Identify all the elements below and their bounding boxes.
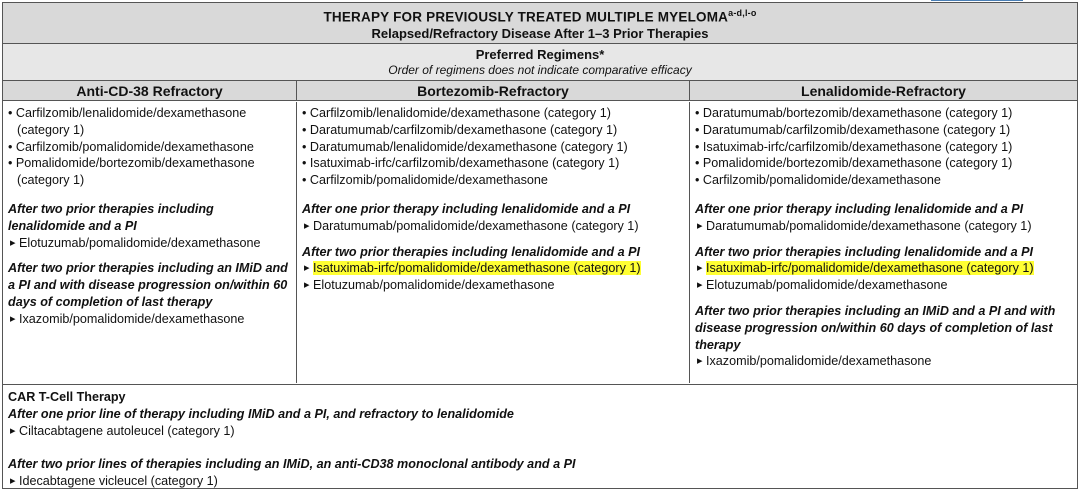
section-heading: After two prior therapies including an IMiD and a PI and with disease progression on/within 60 days of completion of last therapy [8,261,288,309]
section-heading: After two prior therapies including lenalidomide and a PI [302,244,640,259]
col-heading-anti-cd38: Anti-CD-38 Refractory [3,81,296,101]
preferred-label: Preferred Regimens* [475,47,605,62]
list-item: • Pomalidomide/bortezomib/dexamethasone (category 1) [8,156,255,188]
title-superscript: a-d,l-o [728,8,757,18]
list-item: ▸ Daratumumab/pomalidomide/dexamethasone (category 1) [302,218,685,235]
list-item: ▸ Ixazomib/pomalidomide/dexamethasone [8,311,292,328]
col-heading-lenalidomide: Lenalidomide-Refractory [689,81,1077,101]
section-heading: After two prior lines of therapies including an IMiD, an anti-CD38 monoclonal antibody and a PI [8,457,576,472]
list-item: • Carfilzomib/lenalidomide/dexamethasone (category 1) [302,106,611,120]
list-item: ▸ Elotuzumab/pomalidomide/dexamethasone [695,277,1073,294]
preferred-note: Order of regimens does not indicate comparative efficacy [388,63,692,77]
list-item: • Carfilzomib/pomalidomide/dexamethasone [8,139,254,154]
preferred-band [3,44,1077,81]
section-heading: After one prior therapy including lenalidomide and a PI [695,201,1024,216]
section-heading: After one prior line of therapy including IMiD and a PI, and refractory to lenalidomide [8,406,514,421]
list-item: ▸ Daratumumab/pomalidomide/dexamethasone (category 1) [695,218,1073,235]
list-item: ▸ Ixazomib/pomalidomide/dexamethasone [695,353,1073,370]
list-item: • Carfilzomib/lenalidomide/dexamethasone (category 1) [8,106,247,137]
therapy-table [2,2,1078,489]
list-item: • Isatuximab-irfc/carfilzomib/dexamethasone (category 1) [302,156,620,171]
section-heading: After two prior therapies including lenalidomide and a PI [695,244,1033,259]
column-bortezomib [296,102,689,383]
page-subtitle: Relapsed/Refractory Disease After 1–3 Prior Therapies [371,25,709,41]
car-t-heading: CAR T-Cell Therapy [8,390,126,404]
list-item: • Daratumumab/carfilzomib/dexamethasone (category 1) [302,122,618,137]
car-t-section [3,384,1077,488]
list-item: ▸ Ciltacabtagene autoleucel (category 1) [8,423,1072,440]
list-item: • Carfilzomib/pomalidomide/dexamethasone [695,173,941,188]
section-heading: After one prior therapy including lenalidomide and a PI [302,201,631,216]
col-heading-bortezomib: Bortezomib-Refractory [296,81,689,101]
list-item: • Daratumumab/bortezomib/dexamethasone (category 1) [695,106,1013,120]
list-item-highlighted [302,260,685,277]
column-lenalidomide [689,102,1077,383]
top-edge-line [931,0,1023,1]
title-band [3,3,1077,44]
highlight-mark: Isatuximab-irfc/pomalidomide/dexamethasone (category 1) [706,261,1034,276]
list-item: ▸ Elotuzumab/pomalidomide/dexamethasone [302,277,685,294]
highlight-mark: Isatuximab-irfc/pomalidomide/dexamethasone (category 1) [313,261,641,276]
list-item: ▸ Elotuzumab/pomalidomide/dexamethasone [8,235,292,252]
list-item: • Daratumumab/carfilzomib/dexamethasone (category 1) [695,122,1011,137]
column-anti-cd38 [3,102,296,383]
list-item: • Carfilzomib/pomalidomide/dexamethasone [302,173,548,188]
page-title [3,8,1077,25]
title-text: THERAPY FOR PREVIOUSLY TREATED MULTIPLE MYELOMA [323,9,729,25]
list-item: • Daratumumab/lenalidomide/dexamethasone (category 1) [302,139,628,154]
list-item: • Pomalidomide/bortezomib/dexamethasone (category 1) [695,156,1013,171]
list-item: • Isatuximab-irfc/carfilzomib/dexamethasone (category 1) [695,139,1013,154]
section-heading: After two prior therapies including an IMiD and a PI and with disease progression on/within 60 days of completion of last therapy [695,303,1056,352]
section-heading: After two prior therapies including lenalidomide and a PI [8,201,214,233]
list-item: ▸ Idecabtagene vicleucel (category 1) [8,473,1072,490]
list-item-highlighted [695,260,1073,277]
